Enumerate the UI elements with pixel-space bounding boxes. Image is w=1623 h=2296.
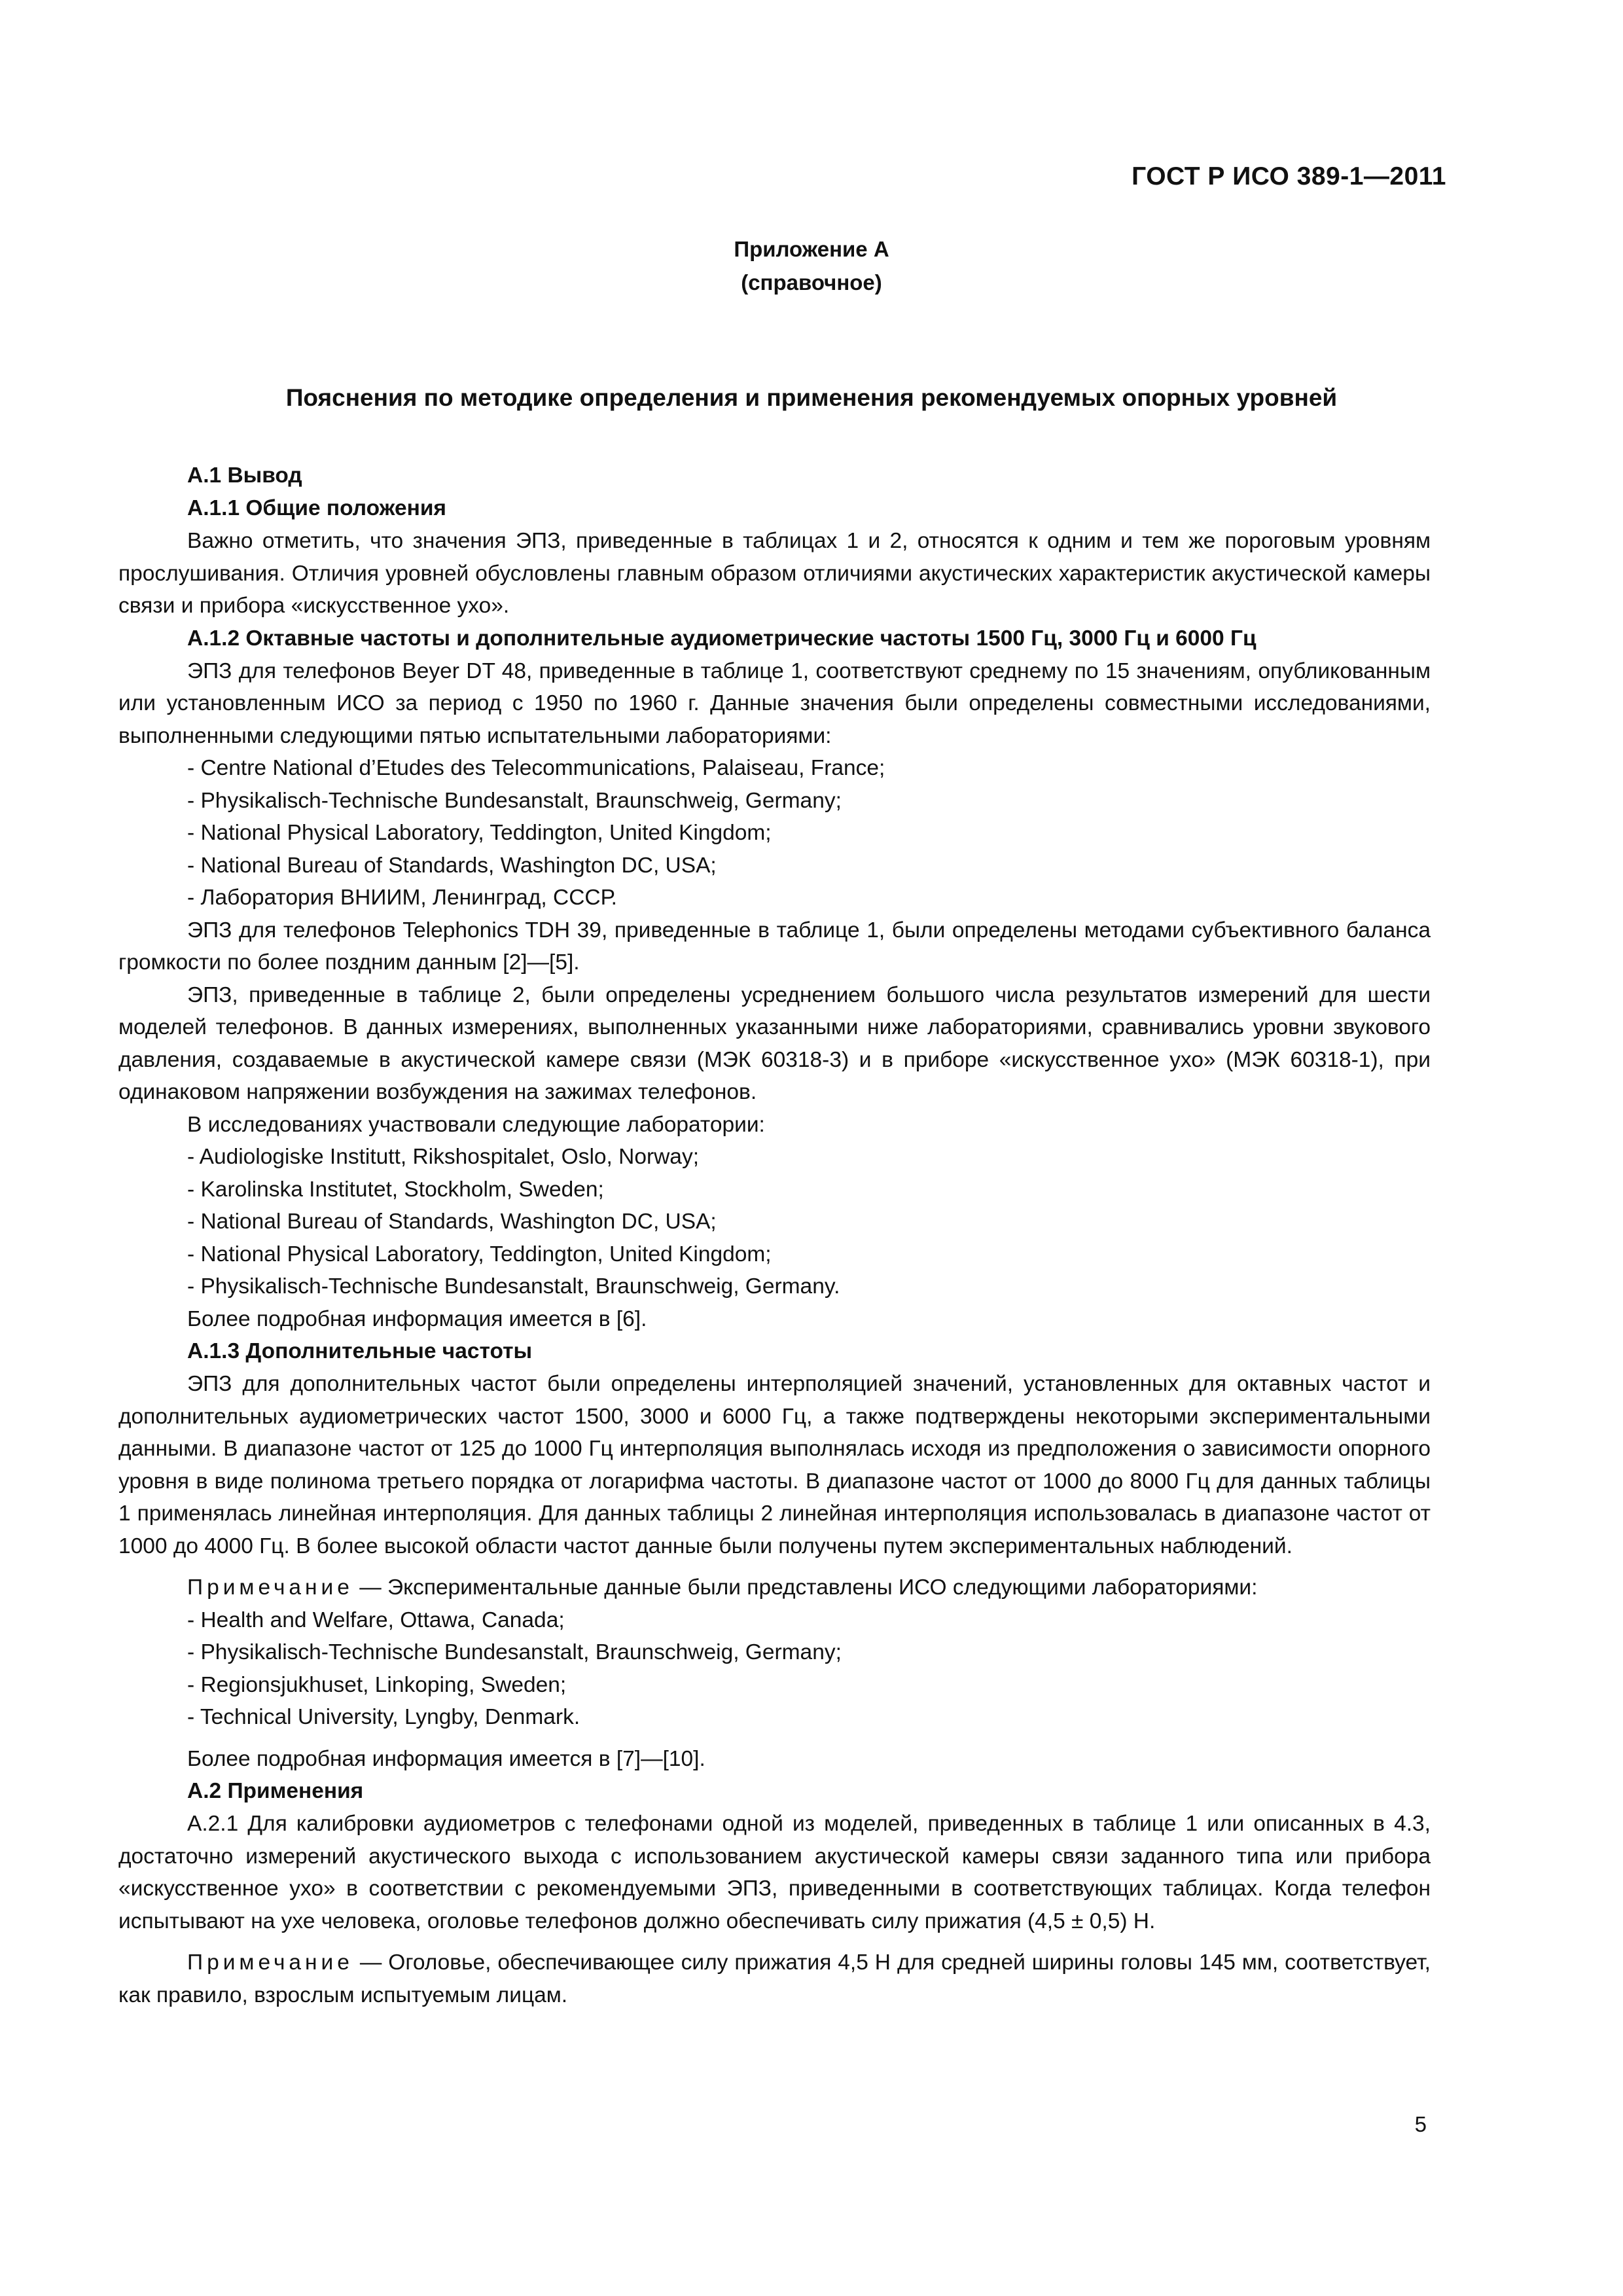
section-a11-heading: А.1.1 Общие положения xyxy=(187,496,446,520)
list-item: - National Bureau of Standards, Washington DC, USA; xyxy=(187,853,717,878)
note-text: — Экспериментальные данные были представлены ИСО следующими лабораториями: xyxy=(353,1575,1258,1600)
list-item: - National Bureau of Standards, Washington DC, USA; xyxy=(187,1210,717,1234)
paragraph: ЭПЗ для телефонов Beyer DT 48, приведенные в таблице 1, соответствуют среднему по 15 значениям, опубликованным или установленным ИСО за период с 1950 по 1960 г. Данные значения были определены совместными исследованиями, выполненными следующими пятью испытательными лабораториями: xyxy=(118,658,1431,748)
document-code: ГОСТ Р ИСО 389-1—2011 xyxy=(1132,162,1446,190)
document-body xyxy=(118,459,1431,2011)
list-item: - National Physical Laboratory, Teddington, United Kingdom; xyxy=(187,821,772,845)
page-number: 5 xyxy=(1414,2112,1427,2136)
list-item: - Audiologiske Institutt, Rikshospitalet, Oslo, Norway; xyxy=(187,1145,699,1169)
paragraph: ЭПЗ для телефонов Telephonics TDH 39, приведенные в таблице 1, были определены методами субъективного баланса громкости по более поздним данным [2]—[5]. xyxy=(118,918,1431,975)
paragraph: А.2.1 Для калибровки аудиометров с телефонами одной из моделей, приведенных в таблице 1 или описанных в 4.3, достаточно измерений акустического выхода с использованием акустической камеры связи заданного типа или прибора «искусственное ухо» в соответствии с рекомендуемыми ЭПЗ, приведенными в соответствующих таблицах. Когда телефон испытывают на ухе человека, оголовье телефонов должно обеспечивать силу прижатия (4,5 ± 0,5) Н. xyxy=(118,1812,1431,1933)
section-a13-heading: А.1.3 Дополнительные частоты xyxy=(187,1339,533,1363)
laboratory-list-1 xyxy=(118,752,1431,914)
list-item: - Technical University, Lyngby, Denmark. xyxy=(187,1705,580,1729)
list-item: - Лаборатория ВНИИМ, Ленинград, СССР. xyxy=(187,886,617,910)
note-1 xyxy=(118,1571,1431,1604)
appendix-title xyxy=(0,232,1623,299)
laboratory-list-3 xyxy=(118,1604,1431,1734)
list-item: - Physikalisch-Technische Bundesanstalt, Braunschweig, Germany. xyxy=(187,1274,840,1299)
list-item: - Centre National d’Etudes des Telecommunications, Palaiseau, France; xyxy=(187,756,885,780)
list-item: - Health and Welfare, Ottawa, Canada; xyxy=(187,1607,565,1632)
appendix-label: Приложение А xyxy=(734,237,889,261)
list-item: - Physikalisch-Technische Bundesanstalt, Braunschweig, Germany; xyxy=(187,788,842,813)
note-2 xyxy=(118,1946,1431,2011)
list-item: - Karolinska Institutet, Stockholm, Sweden; xyxy=(187,1177,604,1202)
list-item: - Regionsjukhuset, Linkoping, Sweden; xyxy=(187,1672,567,1697)
section-a12-heading: А.1.2 Октавные частоты и дополнительные аудиометрические частоты 1500 Гц, 3000 Гц и 6000 Гц xyxy=(187,626,1257,651)
paragraph: Важно отметить, что значения ЭПЗ, приведенные в таблицах 1 и 2, относятся к одним и тем же пороговым уровням прослушивания. Отличия уровней обусловлены главным образом отличиями акустических характеристик акустической камеры связи и прибора «искусственное ухо». xyxy=(118,529,1431,618)
note-label: Примечание xyxy=(187,1950,353,1975)
laboratory-list-2 xyxy=(118,1141,1431,1303)
paragraph: ЭПЗ для дополнительных частот были определены интерполяцией значений, установленных для октавных частот и дополнительных аудиометрических частот 1500, 3000 и 6000 Гц, а также подтверждены некоторыми экспериментальными данными. В диапазоне частот от 125 до 1000 Гц интерполяция выполнялась исходя из предположения о зависимости опорного уровня в виде полинома третьего порядка от логарифма частоты. В диапазоне частот от 1000 до 8000 Гц для данных таблицы 1 применялась линейная интерполяция. Для данных таблицы 2 линейная интерполяция использовалась в диапазоне частот от 1000 до 4000 Гц. В более высокой области частот данные были получены путем экспериментальных наблюдений. xyxy=(118,1372,1431,1558)
section-a1-heading: А.1 Вывод xyxy=(187,463,302,488)
paragraph: В исследованиях участвовали следующие лаборатории: xyxy=(187,1112,765,1137)
section-a2-heading: А.2 Применения xyxy=(187,1779,364,1803)
list-item: - National Physical Laboratory, Teddington, United Kingdom; xyxy=(187,1242,772,1266)
appendix-status: (справочное) xyxy=(741,270,882,295)
paragraph: ЭПЗ, приведенные в таблице 2, были определены усреднением большого числа результатов измерений для шести моделей телефонов. В данных измерениях, выполненных указанными ниже лабораториями, сравнивались уровни звукового давления, создаваемые в акустической камере связи (МЭК 60318-3) и в приборе «искусственное ухо» (МЭК 60318-1), при одинаковом напряжении возбуждения на зажимах телефонов. xyxy=(118,982,1431,1104)
list-item: - Physikalisch-Technische Bundesanstalt, Braunschweig, Germany; xyxy=(187,1640,842,1664)
paragraph: Более подробная информация имеется в [7]—[10]. xyxy=(187,1746,705,1771)
main-title: Пояснения по методике определения и применения рекомендуемых опорных уровней xyxy=(285,384,1338,411)
note-text: — Оголовье, обеспечивающее силу прижатия 4,5 Н для средней ширины головы 145 мм, соответствует, как правило, взрослым испытуемым лицам. xyxy=(118,1950,1431,2007)
paragraph: Более подробная информация имеется в [6]. xyxy=(187,1306,647,1331)
note-label: Примечание xyxy=(187,1575,353,1600)
